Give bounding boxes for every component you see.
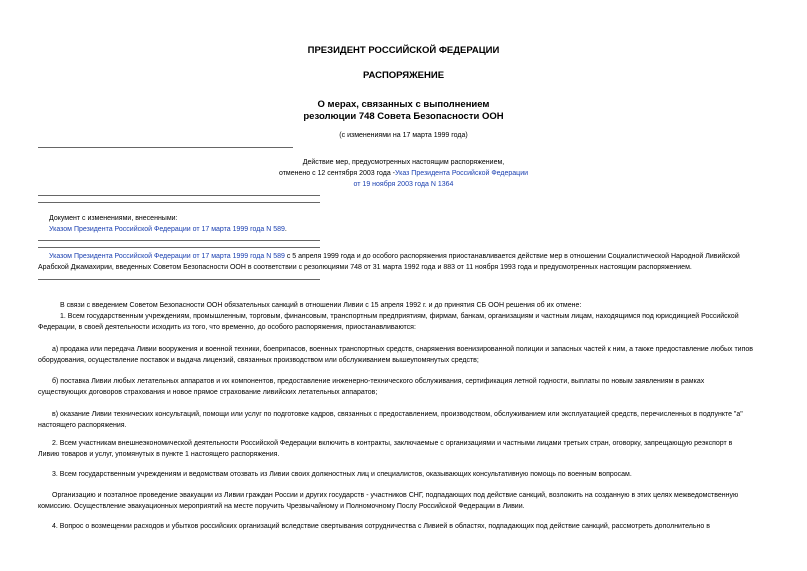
document-title-line2: резолюции 748 Совета Безопасности ООН: [303, 111, 504, 122]
divider: [38, 247, 320, 248]
changes-decree-link[interactable]: Указом Президента Российской Федерации от 17 марта 1999 года N 589: [49, 226, 285, 233]
divider: [38, 279, 320, 280]
divider: [38, 147, 293, 148]
evacuation-line1: Организацию и поэтапное проведение эвакуации из Ливии граждан России и других государств - участников СНГ, подпадающих под действие санкций, возложить на созданную в этих целях межведомственную: [52, 492, 739, 499]
subparagraph-b-line1: б) поставка Ливии любых летательных аппаратов и их компонентов, предоставление инженерно-технического обслуживания, сертификация летной годности, выплаты по новым заявлениям в рамках: [52, 378, 705, 385]
paragraph-2-line1: 2. Всем участникам внешнеэкономической деятельности Российской Федерации включить в контракты, заключаемые с организациями и частными лицами третьих стран, оговорку, запрещающую реэкспорт в: [52, 440, 733, 447]
subparagraph-v-line1: в) оказание Ливии технических консультаций, помощи или услуг по подготовке кадров, связанных с предоставлением, производством, обслуживанием или эксплуатацией средств, перечисленных в подпункте "а": [52, 411, 743, 418]
subparagraph-a-line1: а) продажа или передача Ливии вооружения и военной техники, боеприпасов, военных транспортных средств, снаряжения военизированной полиции и запасных частей к ним, а также предоставление любых типов: [52, 346, 753, 353]
cancellation-decree-link[interactable]: Указ Президента Российской Федерации: [394, 170, 529, 177]
changes-intro: Документ с изменениями, внесенными:: [49, 215, 178, 222]
divider: [38, 240, 320, 241]
suspension-line2: Арабской Джамахирии, введенных Советом Безопасности ООН в соответствии с резолюциями 748 от 31 марта 1992 года и 883 от 11 ноября 1993 года и предусмотренных настоящим распоряжением.: [38, 264, 692, 271]
divider: [38, 202, 320, 203]
cancellation-decree-date-link[interactable]: от 19 ноября 2003 года N 1364: [353, 181, 454, 188]
suspension-line1: [38, 252, 773, 262]
document-title-line1: О мерах, связанных с выполнением: [317, 99, 490, 110]
suspension-decree-link[interactable]: Указом Президента Российской Федерации от 17 марта 1999 года N 589: [49, 253, 285, 260]
evacuation-line2: комиссию. Осуществление эвакуационных мероприятий на месте поручить Чрезвычайному и Полномочному Послу Российской Федерации в Ливии.: [38, 503, 525, 510]
changes-suffix: .: [284, 226, 287, 233]
subparagraph-b-line2: существующих договоров страхования и новое прямое страхование ливийских летательных аппаратов;: [38, 389, 378, 396]
cancellation-line1: Действие мер, предусмотренных настоящим распоряжением,: [302, 159, 505, 166]
changes-line: [49, 225, 287, 235]
paragraph-3: 3. Всем государственным учреждениям и ведомствам отозвать из Ливии своих должностных лиц и специалистов, оказывающих консультативную помощь по военным вопросам.: [52, 471, 632, 478]
subparagraph-v-line2: настоящего распоряжения.: [38, 422, 127, 429]
divider: [38, 195, 320, 196]
paragraph-2-line2: Ливию товаров и услуг, упомянутых в пункте 1 настоящего распоряжения.: [38, 451, 280, 458]
document-type-heading: РАСПОРЯЖЕНИЕ: [362, 70, 445, 81]
paragraph-1-line1: 1. Всем государственным учреждениям, промышленным, торговым, финансовым, транспортным предприятиям, фирмам, банкам, организациям и частным лицам, находящимся под юрисдикцией Российской: [60, 313, 739, 320]
amendment-note: (с изменениями на 17 марта 1999 года): [339, 132, 468, 139]
body-intro: В связи с введением Советом Безопасности ООН обязательных санкций в отношении Ливии с 15 апреля 1992 г. и до принятия СБ ООН решения об их отмене:: [60, 302, 582, 309]
paragraph-4-line1: 4. Вопрос о возмещении расходов и убытков российских организаций вследствие свертывания сотрудничества с Ливией в областях, подпадающих под действие санкций, рассмотреть дополнительно в: [52, 523, 710, 530]
subparagraph-a-line2: оборудования, осуществление поставок и выдача лицензий, связанных производством или обслуживанием вышеупомянутых средств;: [38, 357, 479, 364]
cancellation-line2: [0, 169, 807, 179]
cancellation-text: отменено с 12 сентября 2003 года -: [278, 170, 395, 177]
paragraph-1-line2: Федерации, в своей деятельности исходить из того, что временно, до особого распоряжения, приостанавливаются:: [38, 324, 416, 331]
suspension-text: с 5 апреля 1999 года и до особого распоряжения приостанавливается действие мер в отношении Социалистической Народной Ливийской: [284, 253, 740, 260]
president-heading: ПРЕЗИДЕНТ РОССИЙСКОЙ ФЕДЕРАЦИИ: [307, 45, 500, 56]
